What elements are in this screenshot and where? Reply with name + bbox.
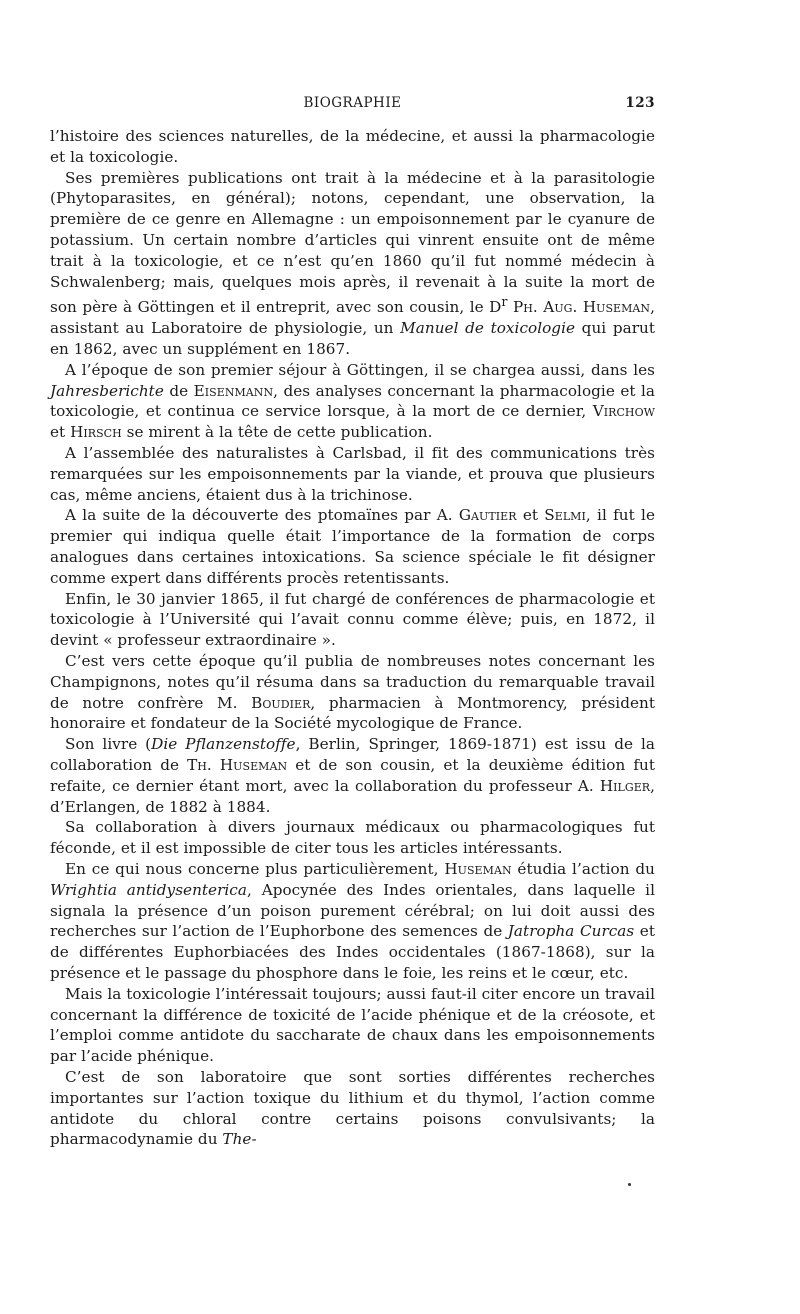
paragraph-7-b: , pharmacien à Montmorency, président honoraire et fondateur de la Société mycologique de France.	[50, 693, 655, 733]
paragraph-11-text: Mais la toxicologie l’intéressait toujours; aussi faut-il citer encore un travail concernant la différence de toxicité de l’acide phénique et de la créosote, et l’emploi comme antidote du saccharate de chaux dans les empoisonnements par l’acide phénique.	[50, 984, 655, 1066]
paragraph-6	[50, 589, 655, 651]
paragraph-5	[50, 505, 655, 588]
body-text	[50, 126, 655, 1150]
paragraph-2-mid: , assistant au Laboratoire de physiologie, un	[50, 298, 655, 338]
paragraph-2-end: qui parut en 1862, avec un supplément en 1867.	[50, 319, 656, 359]
paragraph-4-text: A l’assemblée des naturalistes à Carlsbad, il fit des communications très remarquées sur les empoisonnements par la viande, et prouva que plusieurs cas, même anciens, étaient dus à la trichinose.	[50, 444, 655, 504]
paragraph-5-b: et	[516, 506, 545, 525]
person-name: Hilger	[599, 776, 651, 795]
paragraph-5-c: , il fut le premier qui indiqua quelle était l’importance de la formation de corps analogues dans certaines intoxications. Sa science spéciale le fit désigner comme expert dans différents procès retentissants.	[50, 506, 655, 587]
paragraph-10-a: En ce qui nous concerne plus particulièrement,	[65, 859, 445, 878]
paragraph-8-c: et de son cousin, et la deuxième édition fut refaite, ce dernier étant mort, avec la collaboration du professeur A.	[50, 755, 655, 795]
species-name: Jatropha Curcas	[507, 922, 635, 941]
paragraph-1	[50, 126, 655, 168]
running-title: BIOGRAPHIE	[303, 95, 402, 111]
paragraph-12-a: C’est de son laboratoire que sont sorties différentes recherches importantes sur l’action toxique du lithium et du thymol, l’action comme antidote du chloral contre certains poisons convulsivants; la pharmacodynamie du	[50, 1067, 655, 1149]
paragraph-10-d: et de différentes Euphorbiacées des Indes occidentales (1867-1868), sur la présence et le passage du phosphore dans le foie, les reins et le cœur, etc.	[50, 922, 655, 982]
ink-speck	[628, 1183, 631, 1186]
paragraph-10-b: étudia l’action du	[511, 859, 656, 878]
person-name: Boudier	[251, 693, 311, 712]
paragraph-3-a: A l’époque de son premier séjour à Göttingen, il se chargea aussi, dans les	[65, 360, 655, 379]
species-name: Wrightia antidysenterica	[50, 880, 247, 899]
person-name: Selmi	[544, 506, 586, 525]
paragraph-12	[50, 1067, 655, 1150]
paragraph-8-d: , d’Erlangen, de 1882 à 1884.	[50, 776, 655, 816]
paragraph-1-text: l’histoire des sciences naturelles, de la médecine, et aussi la pharmacologie et la toxicologie.	[50, 127, 655, 166]
person-name: Virchow	[592, 402, 655, 421]
paragraph-7	[50, 651, 655, 734]
paragraph-4	[50, 443, 655, 505]
journal-title: Jahresberichte	[50, 381, 164, 400]
person-name: Gautier	[458, 506, 517, 525]
doctor-superscript: r	[501, 294, 508, 310]
paragraph-11	[50, 984, 655, 1067]
paragraph-3	[50, 360, 655, 443]
paragraph-8	[50, 734, 655, 817]
paragraph-10-c: , Apocynée des Indes orientales, dans laquelle il signala la présence d’un poison purement cérébral; on lui doit aussi des recherches sur l’action de l’Euphorbone des semences de	[50, 880, 655, 941]
person-name: Hirsch	[70, 423, 122, 442]
paragraph-3-e: se mirent à la tête de cette publication.	[121, 423, 433, 442]
paragraph-10	[50, 859, 655, 984]
paragraph-3-d: et	[50, 423, 71, 442]
page-number: 123	[625, 95, 655, 111]
species-name: The-	[222, 1130, 257, 1149]
paragraph-3-b: de	[163, 381, 194, 400]
paragraph-2	[50, 168, 655, 360]
book-title: Manuel de toxicologie	[400, 319, 576, 338]
paragraph-6-text: Enfin, le 30 janvier 1865, il fut chargé de conférences de pharmacologie et toxicologie à l’Université qui l’avait connu comme élève; puis, en 1872, il devint « professeur extraordinaire ».	[50, 589, 655, 650]
paragraph-2-text: Ses premières publications ont trait à la médecine et à la parasitologie (Phytoparasites, en général); notons, cependant, une observation, la première de ce genre en Allemagne : un empoisonnement par le cyanure de potassium. Un certain nombre d’articles qui vinrent ensuite ont de même trait à la toxicologie, et ce n’est qu’en 1860 qu’il fut nommé médecin à Schwalenberg; mais, quelques mois après, il revenait à la suite la mort de son père à Göttingen et il entreprit, avec son cousin, le D	[50, 168, 655, 317]
paragraph-3-c: , des analyses concernant la pharmacologie et la toxicologie, et continua ce service lorsque, à la mort de ce dernier,	[50, 381, 655, 421]
paragraph-8-a: Son livre (	[65, 735, 152, 754]
person-name: Th. Huseman	[187, 755, 288, 774]
paragraph-9	[50, 817, 655, 859]
running-head	[50, 95, 655, 115]
paragraph-8-b: , Berlin, Springer, 1869-1871) est issu de la collaboration de	[50, 735, 655, 774]
person-name: Ph. Aug. Huseman	[513, 298, 651, 317]
person-name: Eisenmann	[193, 381, 274, 400]
paragraph-7-a: C’est vers cette époque qu’il publia de nombreuses notes concernant les Champignons, notes qu’il résuma dans sa traduction du remarquable travail de notre confrère M.	[50, 651, 655, 712]
person-name: Huseman	[444, 859, 512, 878]
paragraph-9-text: Sa collaboration à divers journaux médicaux ou pharmacologiques fut féconde, et il est impossible de citer tous les articles intéressants.	[50, 818, 655, 858]
book-title: Die Pflanzenstoffe	[151, 735, 296, 754]
paragraph-5-a: A la suite de la découverte des ptomaïnes par A.	[65, 506, 459, 525]
